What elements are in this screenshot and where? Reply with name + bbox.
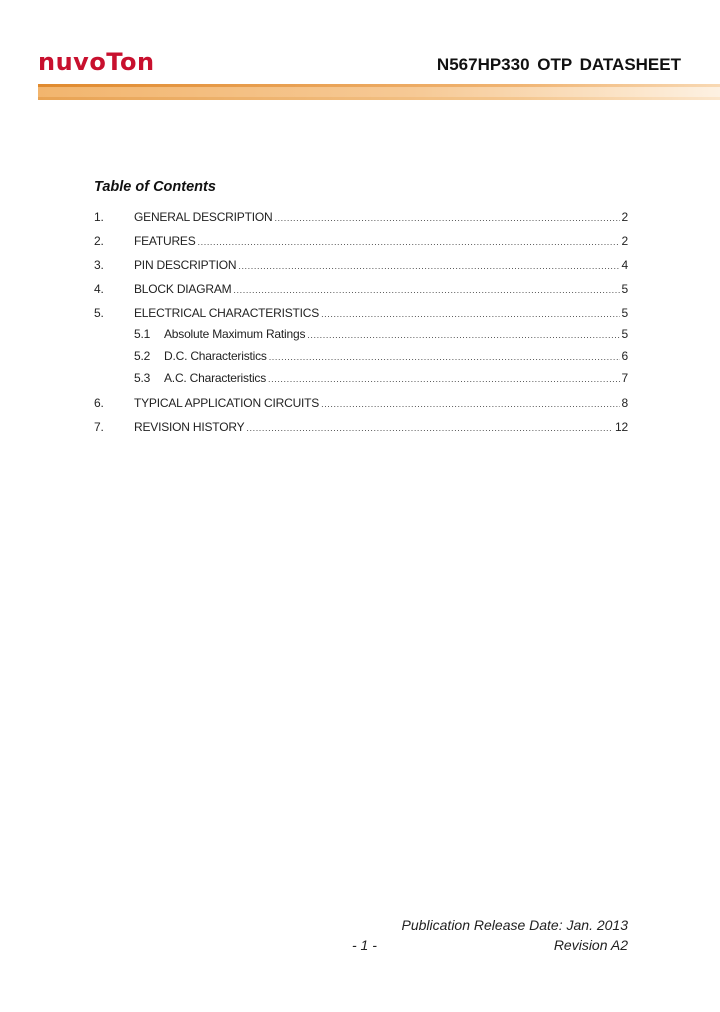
revision-label: Revision A2 <box>553 937 628 953</box>
toc-entry-number: 2. <box>94 234 104 248</box>
toc-entry-label: FEATURES <box>134 234 196 248</box>
toc-entry-page: 5 <box>621 327 628 341</box>
toc-subentry[interactable] <box>94 349 628 365</box>
toc-entry-page: 2 <box>621 210 628 224</box>
toc-entry[interactable] <box>94 210 628 226</box>
toc-entry-page: 7 <box>621 371 628 385</box>
toc-leader-dots <box>274 213 619 223</box>
toc-leader-dots <box>198 237 620 247</box>
toc-entry-label: TYPICAL APPLICATION CIRCUITS <box>134 396 320 410</box>
document-title: N567HP330 OTP DATASHEET <box>436 55 681 74</box>
header-rule <box>38 84 720 100</box>
toc-subentry[interactable] <box>94 371 628 387</box>
toc-entry-number: 5.1 <box>134 327 151 341</box>
toc-entry-number: 5. <box>94 306 104 320</box>
toc-entry-label: BLOCK DIAGRAM <box>134 282 232 296</box>
toc-entry-label: D.C. Characteristics <box>164 349 267 363</box>
toc-entry-label: PIN DESCRIPTION <box>134 258 237 272</box>
toc-entry-page: 8 <box>621 396 628 410</box>
toc-entry[interactable] <box>94 396 628 412</box>
toc-entry-label: ELECTRICAL CHARACTERISTICS <box>134 306 320 320</box>
toc-entry-number: 7. <box>94 420 104 434</box>
toc-entry-number: 3. <box>94 258 104 272</box>
toc-entry-page: 6 <box>621 349 628 363</box>
toc-entry-number: 4. <box>94 282 104 296</box>
publication-release-date: Publication Release Date: Jan. 2013 <box>401 917 628 933</box>
toc-entry[interactable] <box>94 306 628 322</box>
toc-leader-dots <box>238 261 619 271</box>
toc-entry-page: 12 <box>615 420 628 434</box>
toc-entry-label: REVISION HISTORY <box>134 420 245 434</box>
toc-entry-label: GENERAL DESCRIPTION <box>134 210 273 224</box>
toc-entry-number: 5.2 <box>134 349 151 363</box>
toc-entry-page: 2 <box>621 234 628 248</box>
toc-heading: Table of Contents <box>94 179 216 195</box>
toc-entry[interactable] <box>94 420 628 436</box>
toc-entry-label: Absolute Maximum Ratings <box>164 327 306 341</box>
toc-entry-label: A.C. Characteristics <box>164 371 267 385</box>
toc-entry-page: 5 <box>621 306 628 320</box>
toc-leader-dots <box>307 330 619 340</box>
toc-entry-number: 5.3 <box>134 371 151 385</box>
toc-entry-number: 6. <box>94 396 104 410</box>
toc-leader-dots <box>268 374 619 384</box>
toc-entry[interactable] <box>94 282 628 298</box>
toc-leader-dots <box>269 352 620 362</box>
toc-entry[interactable] <box>94 234 628 250</box>
toc-entry-number: 1. <box>94 210 104 224</box>
toc-leader-dots <box>321 309 619 319</box>
toc-leader-dots <box>321 399 619 409</box>
toc-subentry[interactable] <box>94 327 628 343</box>
toc-entry-page: 5 <box>621 282 628 296</box>
page-number: - 1 - <box>352 937 377 953</box>
toc-leader-dots <box>233 285 619 295</box>
toc-entry-page: 4 <box>621 258 628 272</box>
toc-entry[interactable] <box>94 258 628 274</box>
nuvoton-logo: nuvoTon <box>38 48 155 76</box>
toc-leader-dots <box>246 423 613 433</box>
